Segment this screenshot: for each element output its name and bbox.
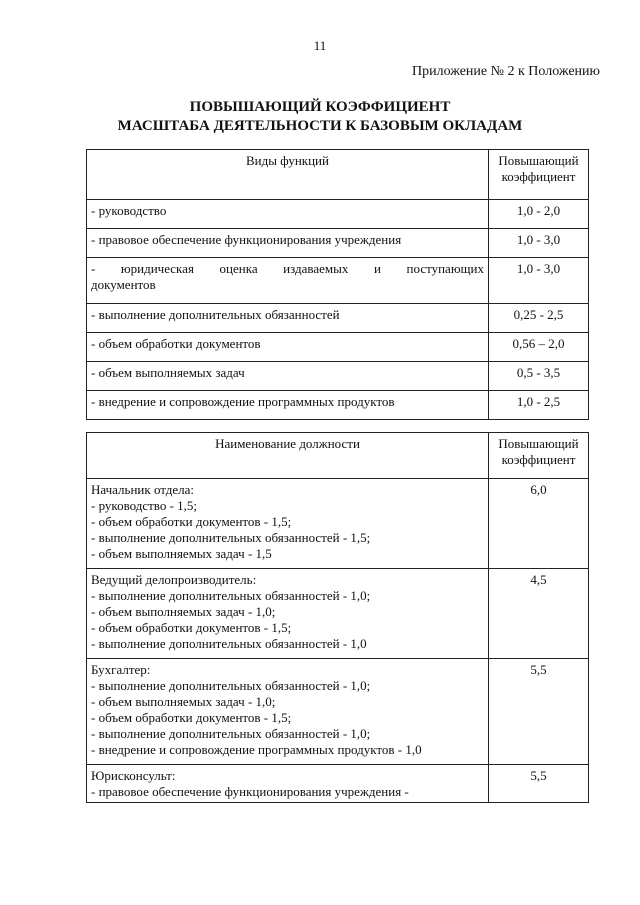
- table-row: [87, 391, 589, 420]
- row-spacer: [91, 562, 484, 566]
- functions-table: [86, 149, 589, 420]
- position-duty: - выполнение дополнительных обязанностей - 1,5;: [91, 530, 371, 545]
- coefficient-value: 1,0 - 3,0: [489, 229, 589, 258]
- table-row: [87, 258, 589, 304]
- title-line-1: ПОВЫШАЮЩИЙ КОЭФФИЦИЕНТ: [189, 99, 451, 115]
- appendix-label: Приложение № 2 к Положению: [411, 64, 600, 79]
- position-duty: - выполнение дополнительных обязанностей - 1,0;: [91, 678, 371, 693]
- position-duty: - объем обработки документов - 1,5;: [91, 710, 292, 725]
- position-title: Бухгалтер:: [91, 662, 151, 677]
- position-duty: - объем выполняемых задач - 1,0;: [91, 694, 276, 709]
- function-name-continuation: документов: [91, 277, 156, 292]
- header-functions: Виды функций: [87, 150, 489, 200]
- function-name: - руководство: [87, 200, 489, 229]
- coefficient-value: 1,0 - 3,0: [489, 258, 589, 304]
- table-row: [87, 304, 589, 333]
- header-position: Наименование должности: [87, 433, 489, 479]
- position-title: Начальник отдела:: [91, 482, 195, 497]
- table-row: [87, 362, 589, 391]
- function-name: - внедрение и сопровождение программных продуктов: [87, 391, 489, 420]
- document-title: [0, 98, 640, 136]
- page-number: 11: [313, 38, 327, 53]
- position-duty: - объем выполняемых задач - 1,0;: [91, 604, 276, 619]
- function-name: - объем обработки документов: [87, 333, 489, 362]
- function-name-line: - юридическая оценка издаваемых и поступающих: [91, 261, 484, 276]
- table-row: [87, 479, 589, 569]
- header-coefficient: Повышающий коэффициент: [489, 433, 589, 479]
- position-duty: - руководство - 1,5;: [91, 498, 198, 513]
- functions-table-header: [87, 150, 589, 200]
- table-row: [87, 229, 589, 258]
- position-cell: [87, 479, 489, 569]
- row-spacer: [91, 758, 484, 762]
- position-cell: [87, 569, 489, 659]
- function-name: - правовое обеспечение функционирования учреждения: [87, 229, 489, 258]
- header-coefficient: Повышающий коэффициент: [489, 150, 589, 200]
- table-row: [87, 569, 589, 659]
- position-duty: - внедрение и сопровождение программных продуктов - 1,0: [91, 742, 422, 757]
- function-name: - выполнение дополнительных обязанностей: [87, 304, 489, 333]
- position-duty: - правовое обеспечение функционирования учреждения -: [91, 784, 409, 799]
- coefficient-value: 0,25 - 2,5: [489, 304, 589, 333]
- function-name: - объем выполняемых задач: [87, 362, 489, 391]
- coefficient-value: 1,0 - 2,5: [489, 391, 589, 420]
- positions-table: [86, 432, 589, 803]
- position-title: Юрисконсульт:: [91, 768, 176, 783]
- position-duty: - выполнение дополнительных обязанностей - 1,0;: [91, 726, 371, 741]
- coefficient-value: 5,5: [489, 765, 589, 803]
- position-cell: [87, 765, 489, 803]
- position-cell: [87, 659, 489, 765]
- position-duty: - объем выполняемых задач - 1,5: [91, 546, 272, 561]
- row-spacer: [91, 652, 484, 656]
- position-duty: - объем обработки документов - 1,5;: [91, 620, 292, 635]
- title-line-2: МАСШТАБА ДЕЯТЕЛЬНОСТИ К БАЗОВЫМ ОКЛАДАМ: [117, 118, 523, 134]
- coefficient-value: 6,0: [489, 479, 589, 569]
- position-duty: - выполнение дополнительных обязанностей - 1,0: [91, 636, 367, 651]
- table-row: [87, 765, 589, 803]
- coefficient-value: 0,56 – 2,0: [489, 333, 589, 362]
- positions-table-header: [87, 433, 589, 479]
- position-title: Ведущий делопроизводитель:: [91, 572, 257, 587]
- table-row: [87, 200, 589, 229]
- table-row: [87, 333, 589, 362]
- coefficient-value: 4,5: [489, 569, 589, 659]
- function-name: [87, 258, 489, 304]
- position-duty: - выполнение дополнительных обязанностей - 1,0;: [91, 588, 371, 603]
- position-duty: - объем обработки документов - 1,5;: [91, 514, 292, 529]
- coefficient-value: 5,5: [489, 659, 589, 765]
- coefficient-value: 1,0 - 2,0: [489, 200, 589, 229]
- coefficient-value: 0,5 - 3,5: [489, 362, 589, 391]
- table-row: [87, 659, 589, 765]
